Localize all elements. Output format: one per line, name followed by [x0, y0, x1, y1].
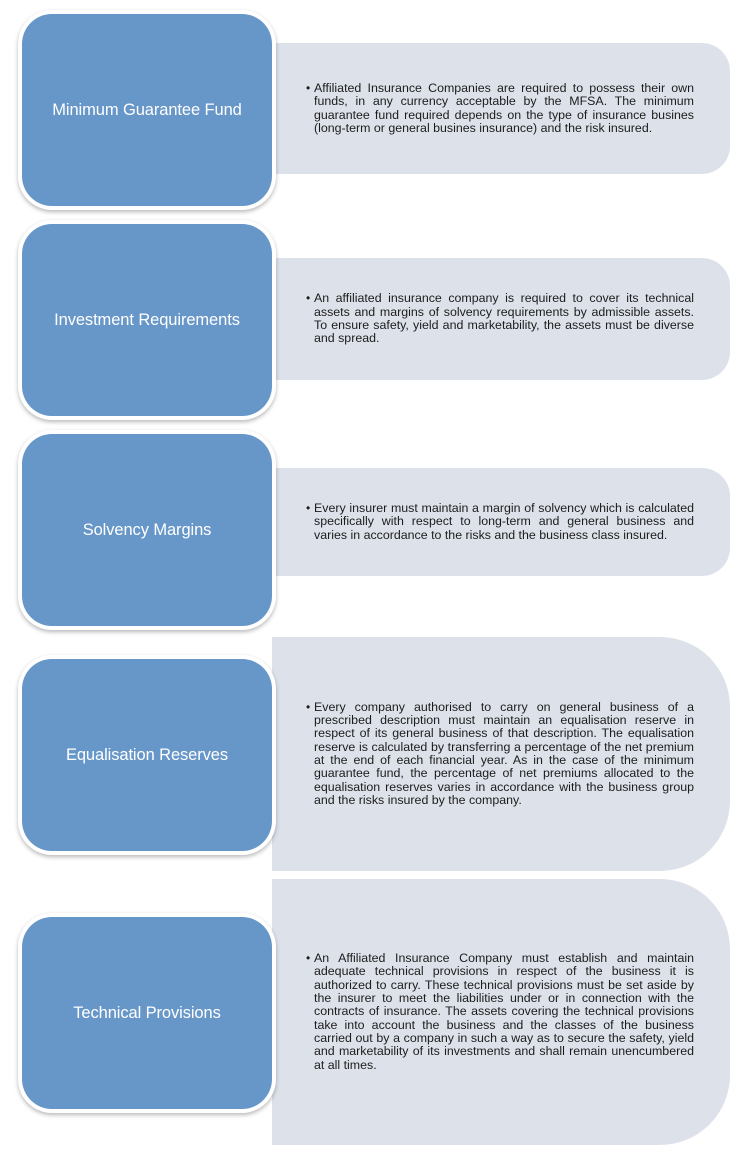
card-minimum-guarantee-fund [18, 10, 276, 210]
detail-paragraph: An Affiliated Insurance Company must establish and maintain adequate technical provisions in respect of the business it is authorized to carry. These technical provisions must be set aside by the insurer to meet the liabilities under or in connection with the contracts of insurance. The assets covering the technical provisions take into account the business and the classes of the business carried out by a company in such a way as to secure the safety, yield and marketability of its investments and shall remain unencumbered at all times. [314, 951, 694, 1072]
card-title: Investment Requirements [22, 224, 272, 416]
detail-paragraph: An affiliated insurance company is required to cover its technical assets and margins of solvency requirements by admissible assets. To ensure safety, yield and marketability, the assets must be diverse and spread. [314, 291, 694, 346]
detail-box-minimum-guarantee-fund [272, 43, 730, 174]
detail-box-equalisation-reserves [272, 637, 730, 871]
card-equalisation-reserves [18, 655, 276, 855]
detail-text [306, 952, 694, 1072]
detail-box-investment-requirements [272, 258, 730, 380]
bullet-icon: • [306, 80, 311, 95]
bullet-icon: • [306, 501, 311, 516]
card-title: Solvency Margins [22, 434, 272, 626]
card-title: Minimum Guarantee Fund [22, 14, 272, 206]
detail-text [306, 502, 694, 542]
detail-text [306, 292, 694, 345]
card-title: Technical Provisions [22, 917, 272, 1109]
detail-paragraph: Every company authorised to carry on general business of a prescribed description must maintain an equalisation reserve in respect of its general business of that description. The equalisation reserve is calculated by transferring a percentage of the net premium at the end of each financial year. As in the case of the minimum guarantee fund, the percentage of net premiums allocated to the equalisation reserves varies in accordance with the business group and the risks insured by the company. [314, 699, 694, 807]
detail-paragraph: Affiliated Insurance Companies are required to possess their own funds, in any currency acceptable by the MFSA. The minimum guarantee fund required depends on the type of insurance busines (long-term or general busines insurance) and the risk insured. [314, 80, 694, 135]
bullet-icon: • [306, 699, 311, 714]
detail-text [306, 82, 694, 135]
card-technical-provisions [18, 913, 276, 1113]
detail-text [306, 701, 694, 807]
detail-box-solvency-margins [272, 468, 730, 576]
bullet-icon: • [306, 951, 311, 966]
card-title: Equalisation Reserves [22, 659, 272, 851]
detail-box-technical-provisions [272, 879, 730, 1145]
detail-paragraph: Every insurer must maintain a margin of solvency which is calculated specifically with respect to long-term and general business and varies in accordance to the risks and the business class insured. [314, 501, 694, 542]
card-solvency-margins [18, 430, 276, 630]
card-investment-requirements [18, 220, 276, 420]
bullet-icon: • [306, 291, 311, 306]
